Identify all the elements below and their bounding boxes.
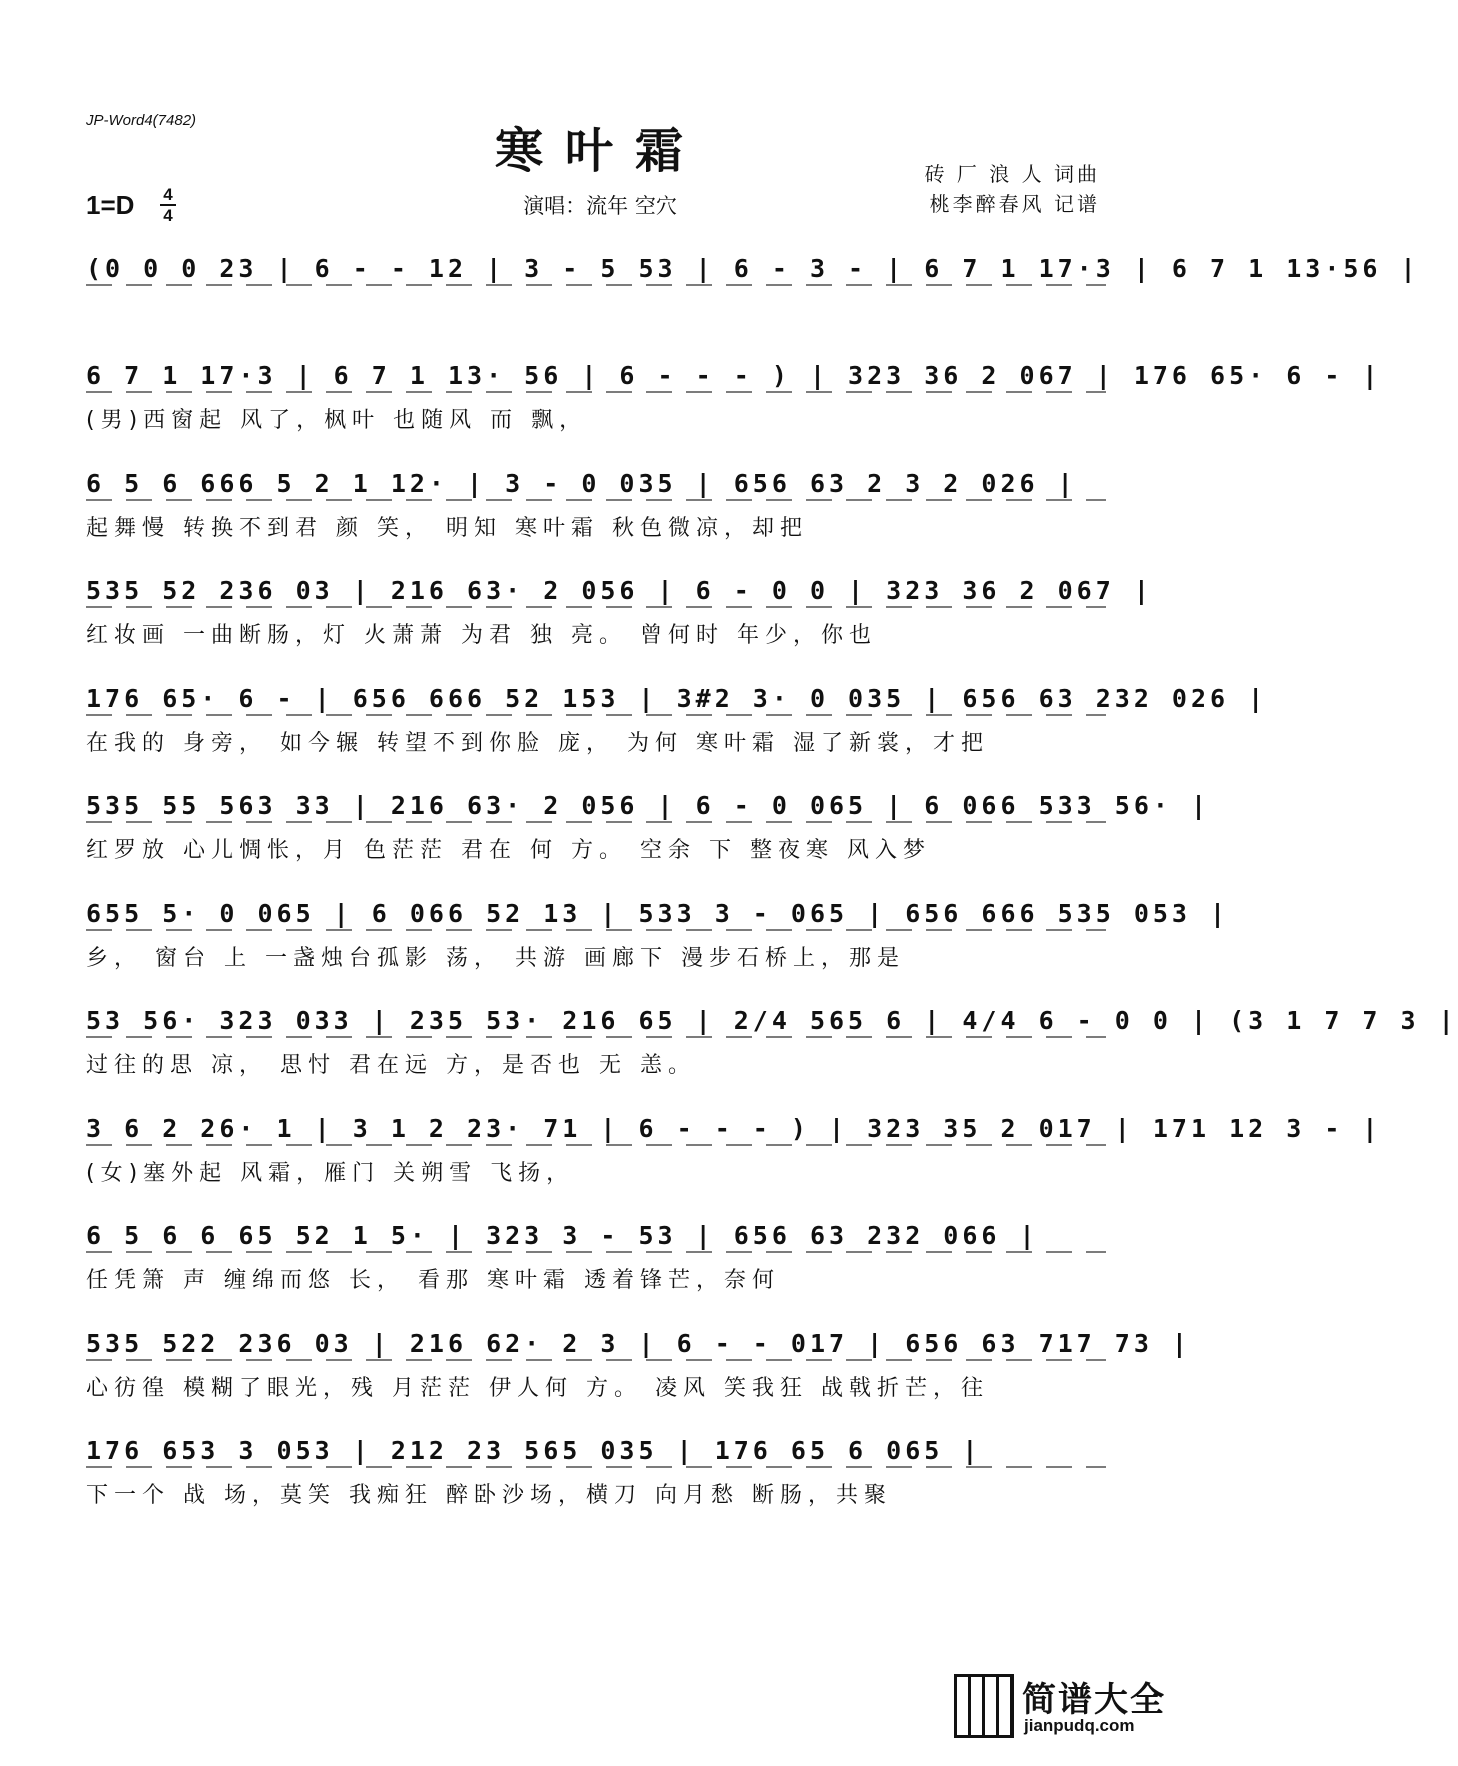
transcriber-credit: 桃李醉春风 记谱 [929,192,1100,216]
lyric-line: 心彷徨 模糊了眼光，残 月茫茫 伊人何 方。 凌风 笑我狂 战戟折芒，往 [86,1376,989,1401]
piano-keys-icon [954,1674,1014,1738]
beat-underline [86,391,1106,393]
notation-line: 6 7 1 17·3 | 6 7 1 13· 56 | 6 - - - ) | 323 36 2 067 | 176 65· 6 - | [86,360,1382,390]
notation-line: 176 653 3 053 | 212 23 565 035 | 176 65 6 065 | [86,1435,982,1465]
beat-underline [86,821,1106,823]
notation-line: 535 55 563 33 | 216 63· 2 056 | 6 - 0 065 | 6 066 533 56· | [86,790,1211,820]
logo-text: 简谱大全 [1022,1680,1166,1720]
beat-underline [86,499,1106,501]
lyric-line: 在我的 身旁， 如今辗 转望不到你脸 庞， 为何 寒叶霜 湿了新裳，才把 [86,731,989,756]
notation-line: 655 5· 0 065 | 6 066 52 13 | 533 3 - 065 | 656 666 535 053 | [86,898,1230,928]
notation-line: 53 56· 323 033 | 235 53· 216 65 | 2/4 565 6 | 4/4 6 - 0 0 | (3 1 7 7 3 | [86,1005,1458,1035]
page-title: 寒叶霜 [494,123,705,179]
lyric-line: (男)西窗起 风了，枫叶 也随风 而 飘， [86,408,588,433]
beat-underline [86,284,1106,286]
lyric-line: (女)塞外起 风霜，雁门 关朔雪 飞扬， [86,1161,575,1186]
notation-line: (0 0 0 23 | 6 - - 12 | 3 - 5 53 | 6 - 3 - | 6 7 1 17·3 | 6 7 1 13·56 | [86,253,1420,283]
beat-underline [86,714,1106,716]
beat-underline [86,606,1106,608]
lyric-line: 红罗放 心儿惆怅，月 色茫茫 君在 何 方。 空余 下 整夜寒 风入梦 [86,838,931,863]
lyric-line: 起舞慢 转换不到君 颜 笑， 明知 寒叶霜 秋色微凉，却把 [86,516,808,541]
lyric-line: 红妆画 一曲断肠，灯 火萧萧 为君 独 亮。 曾何时 年少，你也 [86,623,877,648]
notation-line: 535 522 236 03 | 216 62· 2 3 | 6 - - 017 | 656 63 717 73 | [86,1328,1191,1358]
beat-underline [86,929,1106,931]
notation-line: 3 6 2 26· 1 | 3 1 2 23· 71 | 6 - - - ) | 323 35 2 017 | 171 12 3 - | [86,1113,1382,1143]
beat-underline [86,1359,1106,1361]
logo-url: jianpudq.com [1024,1716,1135,1735]
lyric-line: 过往的思 凉， 思忖 君在远 方，是否也 无 恙。 [86,1053,696,1078]
singer-credit: 演唱：流年 空穴 [523,194,677,218]
beat-underline [86,1251,1106,1253]
site-logo [954,1672,1174,1742]
notation-line: 176 65· 6 - | 656 666 52 153 | 3#2 3· 0 035 | 656 63 232 026 | [86,683,1268,713]
notation-line: 6 5 6 666 5 2 1 12· | 3 - 0 035 | 656 63 2 3 2 026 | [86,468,1077,498]
notation-line: 6 5 6 6 65 52 1 5· | 323 3 - 53 | 656 63 232 066 | [86,1220,1039,1250]
key-signature: 1=D [86,190,135,220]
lyric-line: 任凭箫 声 缠绵而悠 长， 看那 寒叶霜 透着锋芒，奈何 [86,1268,780,1293]
notation-line: 535 52 236 03 | 216 63· 2 056 | 6 - 0 0 | 323 36 2 067 | [86,575,1153,605]
beat-underline [86,1466,1106,1468]
software-label: JP-Word4(7482) [86,112,197,129]
beat-underline [86,1144,1106,1146]
time-signature-bottom: 4 [163,206,173,225]
lyric-line: 下一个 战 场，莫笑 我痴狂 醉卧沙场，横刀 向月愁 断肠，共聚 [86,1483,892,1508]
lyric-line: 乡， 窗台 上 一盏烛台孤影 荡， 共游 画廊下 漫步石桥上，那是 [86,946,905,971]
beat-underline [86,1036,1106,1038]
lyrics-composer-credit: 砖 厂 浪 人 词曲 [924,162,1100,186]
time-signature-top: 4 [163,185,173,204]
